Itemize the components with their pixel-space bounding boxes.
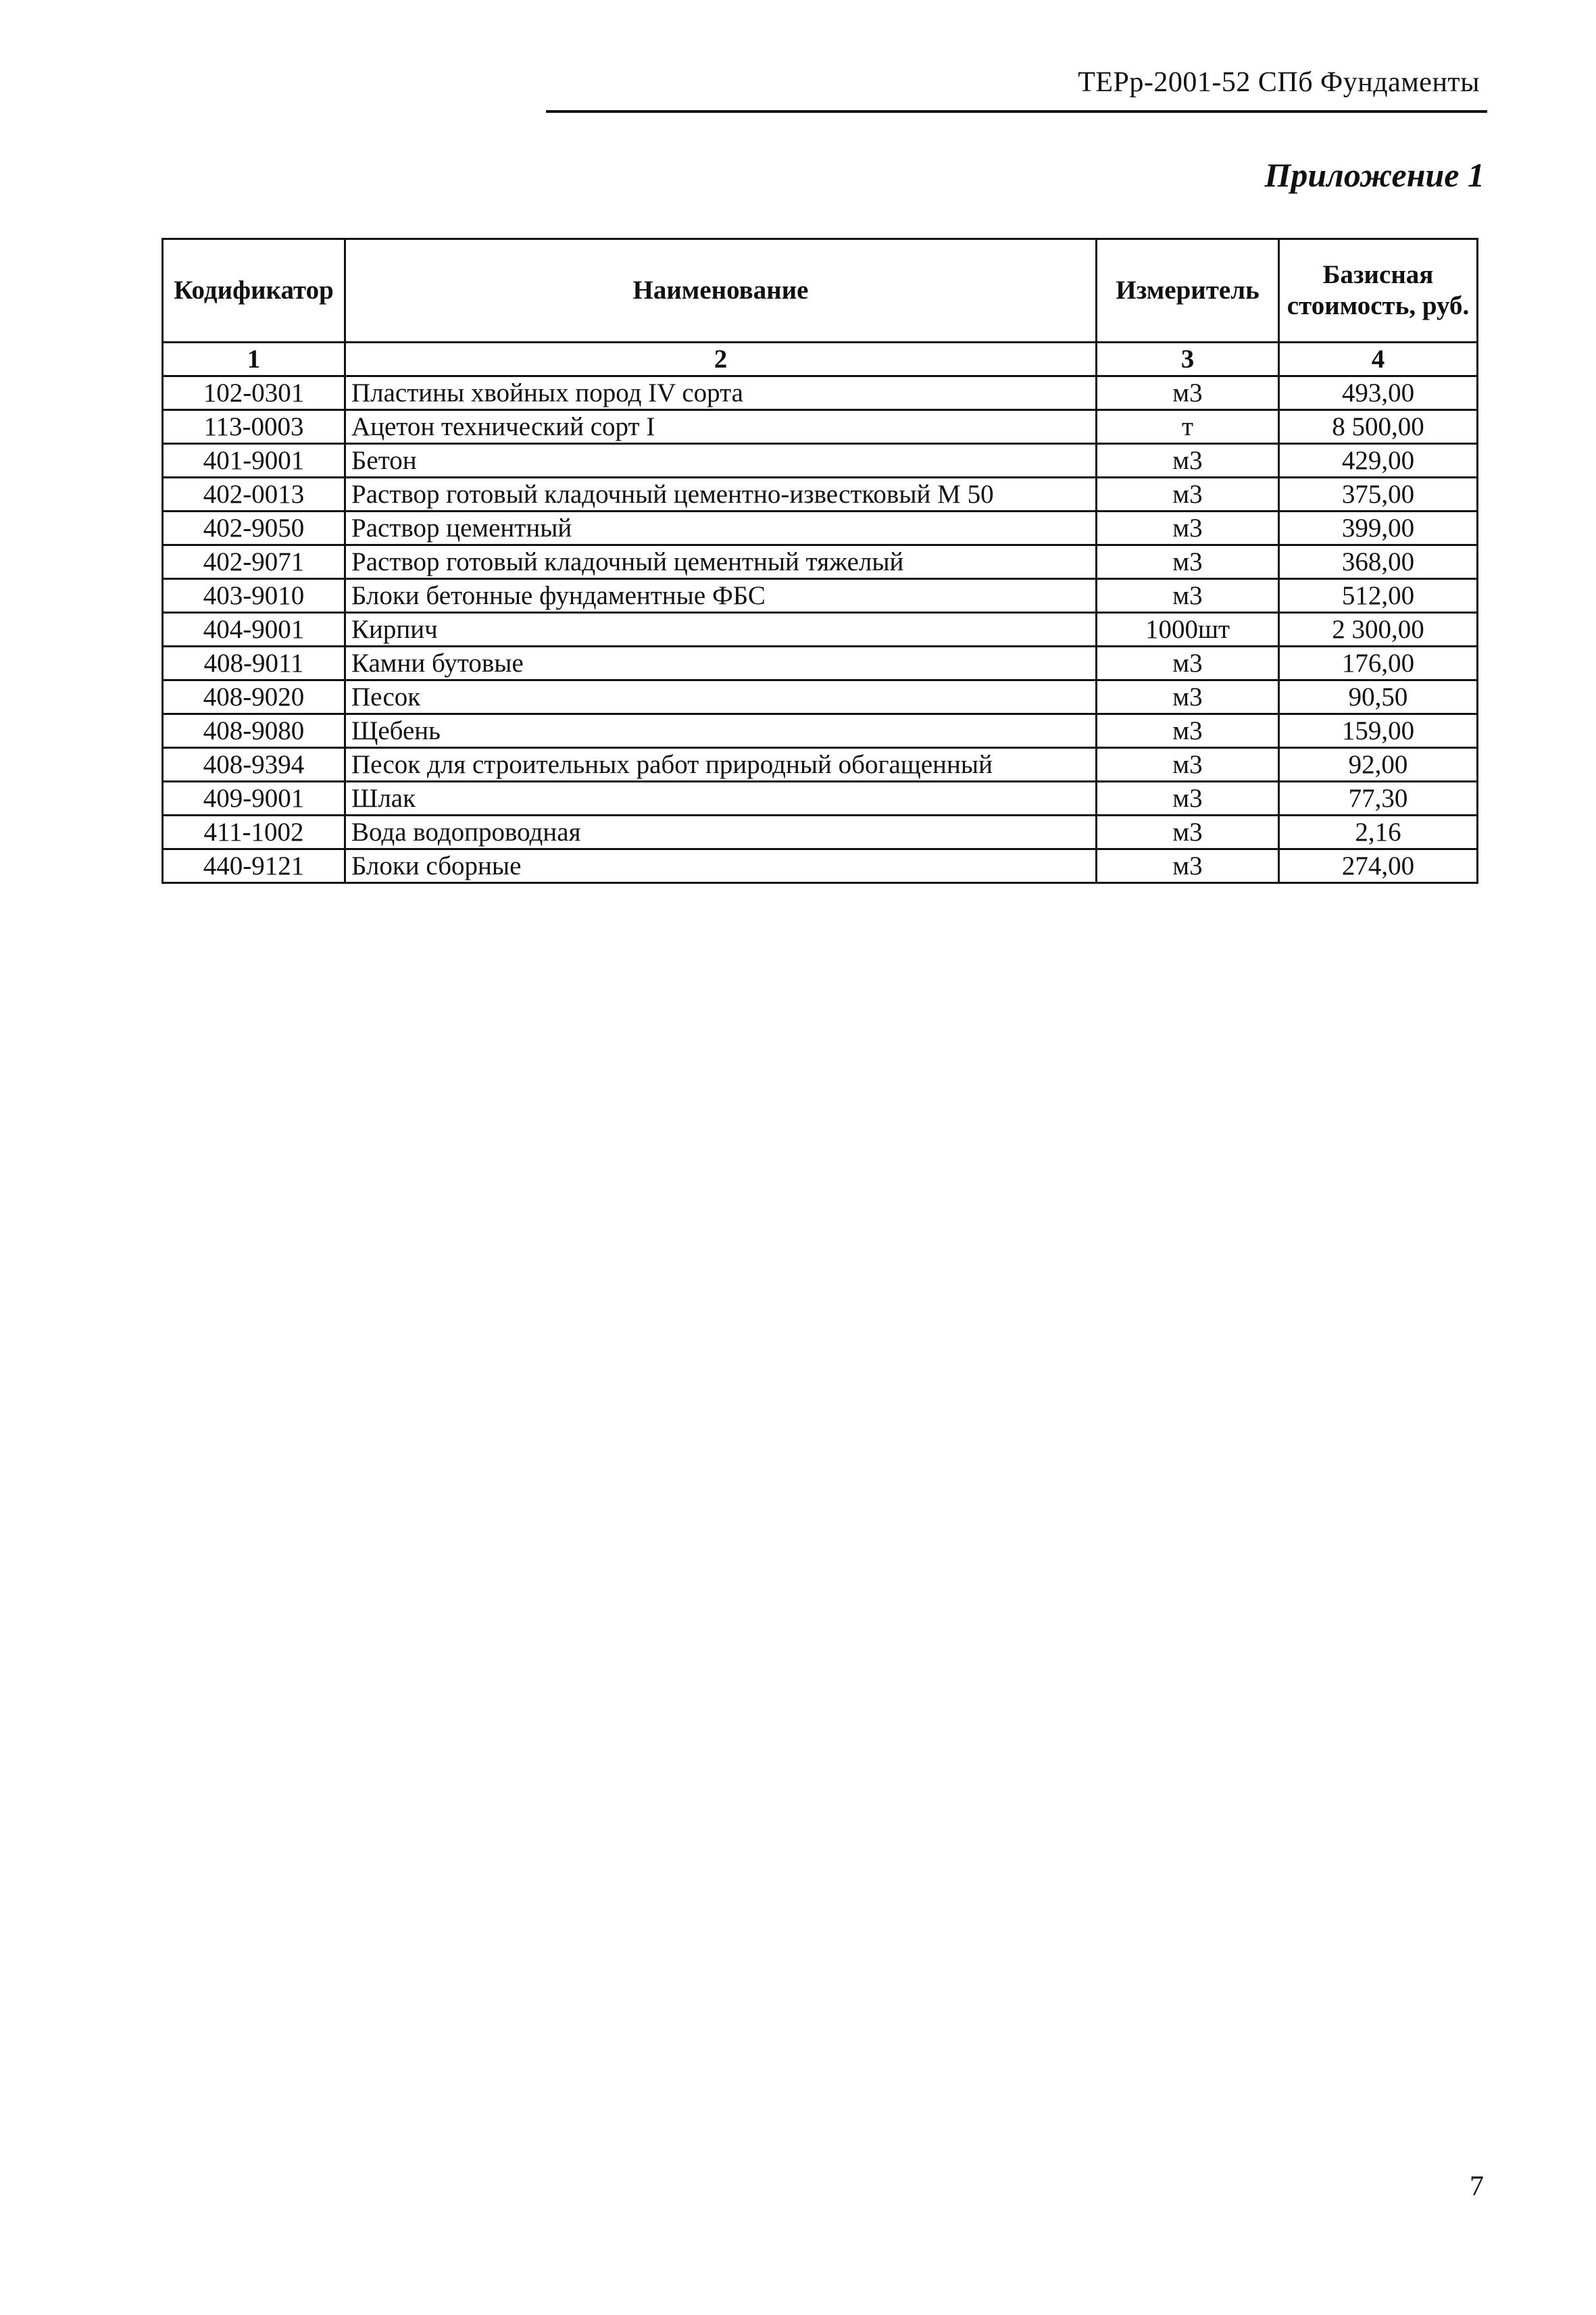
base-price-cell: 274,00 (1279, 849, 1478, 883)
unit-cell: м3 (1097, 849, 1279, 883)
material-code-cell: 403-9010 (163, 579, 345, 613)
material-name-cell: Блоки бетонные фундаментные ФБС (345, 579, 1097, 613)
material-name-cell: Раствор готовый кладочный цементно-известковый М 50 (345, 478, 1097, 512)
base-price-cell: 375,00 (1279, 478, 1478, 512)
table-row (163, 816, 1478, 849)
material-code-cell: 404-9001 (163, 613, 345, 647)
material-code-cell: 113-0003 (163, 410, 345, 444)
table-row (163, 545, 1478, 579)
base-price-cell: 2 300,00 (1279, 613, 1478, 647)
material-name-cell: Блоки сборные (345, 849, 1097, 883)
material-name-cell: Кирпич (345, 613, 1097, 647)
unit-cell: т (1097, 410, 1279, 444)
unit-cell: м3 (1097, 782, 1279, 816)
material-code-cell: 411-1002 (163, 816, 345, 849)
column-number: 3 (1097, 343, 1279, 376)
material-code-cell: 402-9050 (163, 512, 345, 545)
material-name-cell: Ацетон технический сорт I (345, 410, 1097, 444)
material-code-cell: 401-9001 (163, 444, 345, 478)
column-number-row (163, 343, 1478, 376)
base-price-cell: 176,00 (1279, 647, 1478, 680)
column-header-price: Базисная стоимость, руб. (1279, 239, 1478, 343)
header-rule (546, 110, 1487, 113)
table-row (163, 444, 1478, 478)
column-number: 1 (163, 343, 345, 376)
unit-cell: м3 (1097, 444, 1279, 478)
unit-cell: 1000шт (1097, 613, 1279, 647)
table-row (163, 613, 1478, 647)
material-name-cell: Бетон (345, 444, 1097, 478)
page-number: 7 (1470, 2171, 1484, 2202)
material-code-cell: 408-9020 (163, 680, 345, 714)
base-price-cell: 77,30 (1279, 782, 1478, 816)
column-number: 2 (345, 343, 1097, 376)
unit-cell: м3 (1097, 714, 1279, 748)
material-code-cell: 408-9394 (163, 748, 345, 782)
base-price-cell: 512,00 (1279, 579, 1478, 613)
table-header-row (163, 239, 1478, 343)
table-row (163, 680, 1478, 714)
base-price-cell: 399,00 (1279, 512, 1478, 545)
table-row (163, 748, 1478, 782)
material-name-cell: Вода водопроводная (345, 816, 1097, 849)
material-code-cell: 408-9011 (163, 647, 345, 680)
column-header-code: Кодификатор (163, 239, 345, 343)
material-name-cell: Раствор цементный (345, 512, 1097, 545)
material-name-cell: Раствор готовый кладочный цементный тяжелый (345, 545, 1097, 579)
table-row (163, 647, 1478, 680)
base-price-cell: 493,00 (1279, 376, 1478, 410)
base-price-cell: 368,00 (1279, 545, 1478, 579)
base-price-cell: 159,00 (1279, 714, 1478, 748)
unit-cell: м3 (1097, 376, 1279, 410)
base-price-cell: 90,50 (1279, 680, 1478, 714)
unit-cell: м3 (1097, 816, 1279, 849)
material-code-cell: 402-9071 (163, 545, 345, 579)
material-name-cell: Камни бутовые (345, 647, 1097, 680)
table-row (163, 782, 1478, 816)
material-name-cell: Щебень (345, 714, 1097, 748)
material-name-cell: Шлак (345, 782, 1097, 816)
unit-cell: м3 (1097, 647, 1279, 680)
base-price-cell: 8 500,00 (1279, 410, 1478, 444)
table-body (163, 376, 1478, 883)
base-price-cell: 2,16 (1279, 816, 1478, 849)
unit-cell: м3 (1097, 748, 1279, 782)
unit-cell: м3 (1097, 478, 1279, 512)
base-price-cell: 429,00 (1279, 444, 1478, 478)
document-code-header: ТЕРр-2001-52 СПб Фундаменты (1078, 67, 1480, 98)
unit-cell: м3 (1097, 680, 1279, 714)
base-price-cell: 92,00 (1279, 748, 1478, 782)
column-header-unit: Измеритель (1097, 239, 1279, 343)
table-row (163, 512, 1478, 545)
material-code-cell: 402-0013 (163, 478, 345, 512)
unit-cell: м3 (1097, 579, 1279, 613)
price-table (161, 238, 1478, 884)
material-code-cell: 440-9121 (163, 849, 345, 883)
appendix-title: Приложение 1 (1264, 156, 1485, 194)
material-code-cell: 408-9080 (163, 714, 345, 748)
table-row (163, 410, 1478, 444)
table-row (163, 714, 1478, 748)
material-name-cell: Песок (345, 680, 1097, 714)
table-row (163, 478, 1478, 512)
table-row (163, 849, 1478, 883)
table-row (163, 579, 1478, 613)
material-name-cell: Песок для строительных работ природный обогащенный (345, 748, 1097, 782)
material-code-cell: 102-0301 (163, 376, 345, 410)
column-header-name: Наименование (345, 239, 1097, 343)
material-name-cell: Пластины хвойных пород IV сорта (345, 376, 1097, 410)
table-row (163, 376, 1478, 410)
column-number: 4 (1279, 343, 1478, 376)
material-code-cell: 409-9001 (163, 782, 345, 816)
unit-cell: м3 (1097, 512, 1279, 545)
unit-cell: м3 (1097, 545, 1279, 579)
